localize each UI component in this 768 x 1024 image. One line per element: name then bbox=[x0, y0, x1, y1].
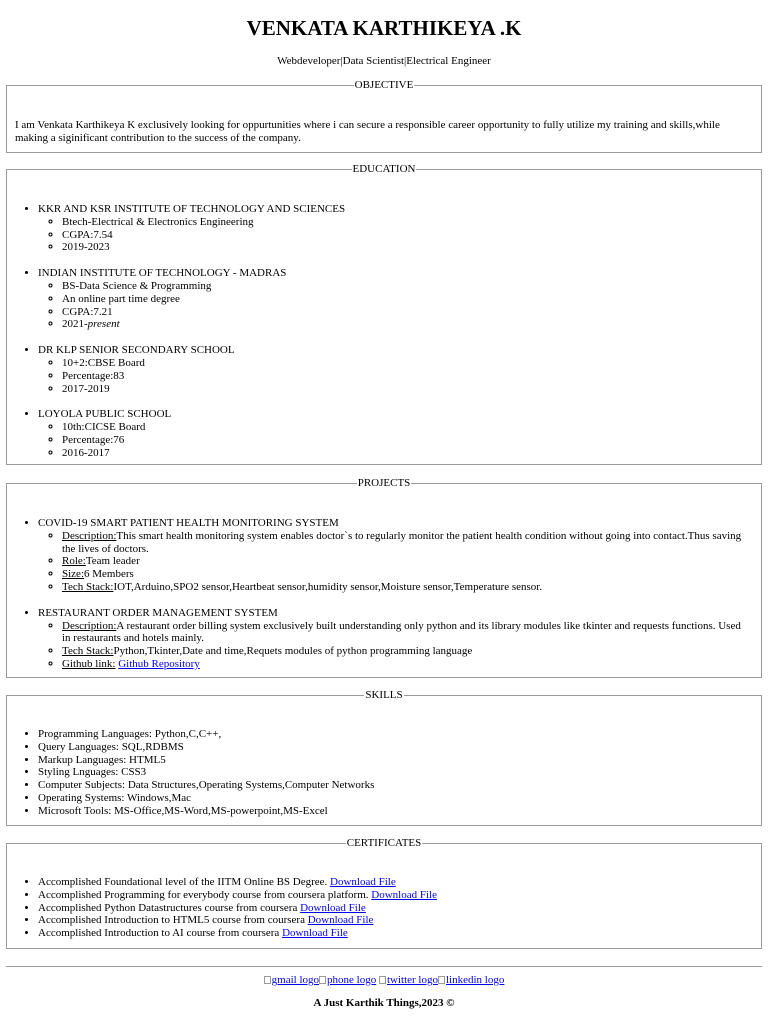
project-tech-stack bbox=[62, 581, 751, 594]
description-label: Description: bbox=[62, 619, 117, 632]
download-file-link[interactable]: Download File bbox=[371, 888, 437, 901]
education-list bbox=[7, 203, 751, 460]
certificates-section bbox=[6, 837, 762, 949]
education-detail: ◦ 2016-2017 bbox=[62, 447, 751, 460]
broken-image-icon bbox=[264, 976, 271, 984]
education-details bbox=[38, 357, 751, 395]
project-details bbox=[38, 530, 751, 594]
objective-text: I am Venkata Karthikeya K exclusively looking for oppurtunities where i can secure a responsible career opportunity to fully utilize my training and skills,while making a siginificant contribution to the success of the company. bbox=[15, 119, 720, 144]
education-section bbox=[6, 163, 762, 465]
projects-legend: PROJECTS bbox=[357, 477, 411, 489]
education-details bbox=[38, 280, 751, 331]
linkedin-logo-alt: linkedin logo bbox=[445, 974, 505, 986]
certificate-text: Accomplished Foundational level of the IITM Online BS Degree. bbox=[38, 876, 331, 888]
education-details bbox=[38, 421, 751, 459]
project-role bbox=[62, 555, 751, 568]
objective-legend: OBJECTIVE bbox=[354, 79, 414, 91]
size-text: 6 Members bbox=[84, 568, 134, 581]
download-file-link[interactable]: Download File bbox=[307, 914, 374, 927]
school-name: INDIAN INSTITUTE OF TECHNOLOGY - MADRAS bbox=[38, 267, 287, 280]
skill-item: • Operating Systems: Windows,Mac bbox=[38, 792, 751, 805]
education-item bbox=[38, 267, 751, 331]
certificate-item bbox=[38, 889, 751, 902]
github-repository-link[interactable]: Github Repository bbox=[118, 657, 200, 670]
github-label: Github link: bbox=[62, 657, 116, 670]
skills-section bbox=[6, 689, 762, 826]
description-label: Description: bbox=[62, 529, 117, 542]
project-github bbox=[62, 658, 751, 671]
resume-name: VENKATA KARTHIKEYA .K bbox=[246, 16, 522, 40]
project-item bbox=[38, 517, 751, 594]
objective-section bbox=[6, 79, 762, 153]
twitter-link[interactable] bbox=[379, 974, 438, 986]
role-text: Team leader bbox=[85, 555, 140, 568]
project-item bbox=[38, 607, 751, 671]
education-detail: ◦ CGPA:7.21 bbox=[62, 306, 751, 319]
copyright-text: A Just Karthik Things,2023 © bbox=[313, 997, 455, 1009]
gmail-link[interactable] bbox=[264, 974, 319, 986]
project-size bbox=[62, 568, 751, 581]
skills-legend: SKILLS bbox=[365, 689, 403, 701]
certificate-item bbox=[38, 914, 751, 927]
school-name: DR KLP SENIOR SECONDARY SCHOOL bbox=[38, 344, 235, 357]
education-detail: ◦ 10+2:CBSE Board bbox=[62, 357, 751, 370]
tech-stack-label: Tech Stack: bbox=[62, 580, 114, 593]
description-text: This smart health monitoring system enables doctor`s to regularly monitor the patient health condition without going into contact.Thus saving the lives of doctors. bbox=[62, 529, 742, 555]
year-present: present bbox=[87, 318, 120, 331]
education-details bbox=[38, 216, 751, 254]
tech-stack-label: Tech Stack: bbox=[62, 645, 114, 658]
download-file-link[interactable]: Download File bbox=[300, 901, 366, 914]
education-item bbox=[38, 408, 751, 459]
project-tech-stack bbox=[62, 645, 751, 658]
certificate-text: Accomplished Programming for everybody course from coursera platform. bbox=[38, 888, 372, 901]
footer-divider bbox=[6, 966, 762, 967]
education-detail: ◦ An online part time degree bbox=[62, 293, 751, 306]
certificate-text: Accomplished Introduction to AI course from coursera bbox=[38, 927, 283, 940]
education-detail: ◦ CGPA:7.54 bbox=[62, 229, 751, 242]
download-file-link[interactable]: Download File bbox=[330, 876, 396, 888]
broken-image-icon bbox=[319, 976, 326, 984]
broken-image-icon bbox=[438, 976, 445, 984]
twitter-logo-alt: twitter logo bbox=[386, 974, 438, 986]
certificate-item bbox=[38, 902, 751, 915]
role-label: Role: bbox=[62, 555, 86, 568]
education-detail: ◦ 2017-2019 bbox=[62, 383, 751, 396]
project-description bbox=[62, 530, 751, 556]
skill-item: • Styling Lnguages: CSS3 bbox=[38, 766, 751, 779]
skill-item: • Microsoft Tools: MS-Office,MS-Word,MS-powerpoint,MS-Excel bbox=[38, 805, 751, 818]
projects-list bbox=[7, 517, 751, 671]
linkedin-link[interactable] bbox=[438, 974, 504, 986]
education-detail: ◦ Btech-Electrical & Electronics Engineering bbox=[62, 216, 751, 229]
project-description bbox=[62, 620, 751, 646]
broken-image-icon bbox=[379, 976, 386, 984]
skills-list bbox=[7, 728, 751, 818]
projects-section bbox=[6, 477, 762, 678]
certificates-legend: CERTIFICATES bbox=[346, 837, 422, 849]
certificate-item bbox=[38, 927, 751, 940]
project-title: COVID-19 SMART PATIENT HEALTH MONITORING SYSTEM bbox=[38, 517, 339, 529]
education-item bbox=[38, 344, 751, 395]
tech-stack-text: Python,Tkinter,Date and time,Requets modules of python programming language bbox=[113, 645, 473, 658]
education-detail: ◦ 10th:CICSE Board bbox=[62, 421, 751, 434]
education-detail-year bbox=[62, 318, 751, 331]
education-item bbox=[38, 203, 751, 254]
gmail-logo-alt: gmail logo bbox=[271, 974, 319, 986]
project-title: RESTAURANT ORDER MANAGEMENT SYSTEM bbox=[38, 606, 278, 619]
skill-item: • Markup Languages: HTML5 bbox=[38, 754, 751, 767]
year-prefix: 2021- bbox=[62, 318, 88, 331]
school-name: KKR AND KSR INSTITUTE OF TECHNOLOGY AND SCIENCES bbox=[38, 203, 346, 215]
phone-link[interactable] bbox=[319, 974, 376, 986]
size-label: Size: bbox=[62, 568, 84, 581]
education-detail: ◦ BS-Data Science & Programming bbox=[62, 280, 751, 293]
download-file-link[interactable]: Download File bbox=[282, 927, 348, 940]
description-text: A restaurant order billing system exclusively built understanding only python and its library modules like tkinter and requests functions. Used in restaurants and hotels mainly. bbox=[62, 619, 741, 645]
education-legend: EDUCATION bbox=[352, 163, 416, 175]
certificates-list bbox=[7, 876, 751, 940]
certificate-text: Accomplished Python Datastructures course from coursera bbox=[38, 901, 301, 914]
skill-item: • Computer Subjects: Data Structures,Operating Systems,Computer Networks bbox=[38, 779, 751, 792]
education-detail: ◦ 2019-2023 bbox=[62, 241, 751, 254]
certificate-item bbox=[38, 876, 751, 889]
certificate-text: Accomplished Introduction to HTML5 course from coursera bbox=[38, 914, 308, 927]
skill-item: • Query Languages: SQL,RDBMS bbox=[38, 741, 751, 754]
resume-subtitle: Webdeveloper|Data Scientist|Electrical Engineer bbox=[277, 55, 491, 67]
school-name: LOYOLA PUBLIC SCHOOL bbox=[38, 408, 172, 421]
tech-stack-text: IOT,Arduino,SPO2 sensor,Heartbeat sensor,humidity sensor,Moisture sensor,Temperature sensor. bbox=[113, 580, 543, 593]
social-links bbox=[0, 974, 768, 987]
education-detail: ◦ Percentage:83 bbox=[62, 370, 751, 383]
skill-item: • Programming Languages: Python,C,C++, bbox=[38, 728, 751, 741]
project-details bbox=[38, 620, 751, 671]
education-detail: ◦ Percentage:76 bbox=[62, 434, 751, 447]
phone-logo-alt: phone logo bbox=[327, 974, 377, 986]
